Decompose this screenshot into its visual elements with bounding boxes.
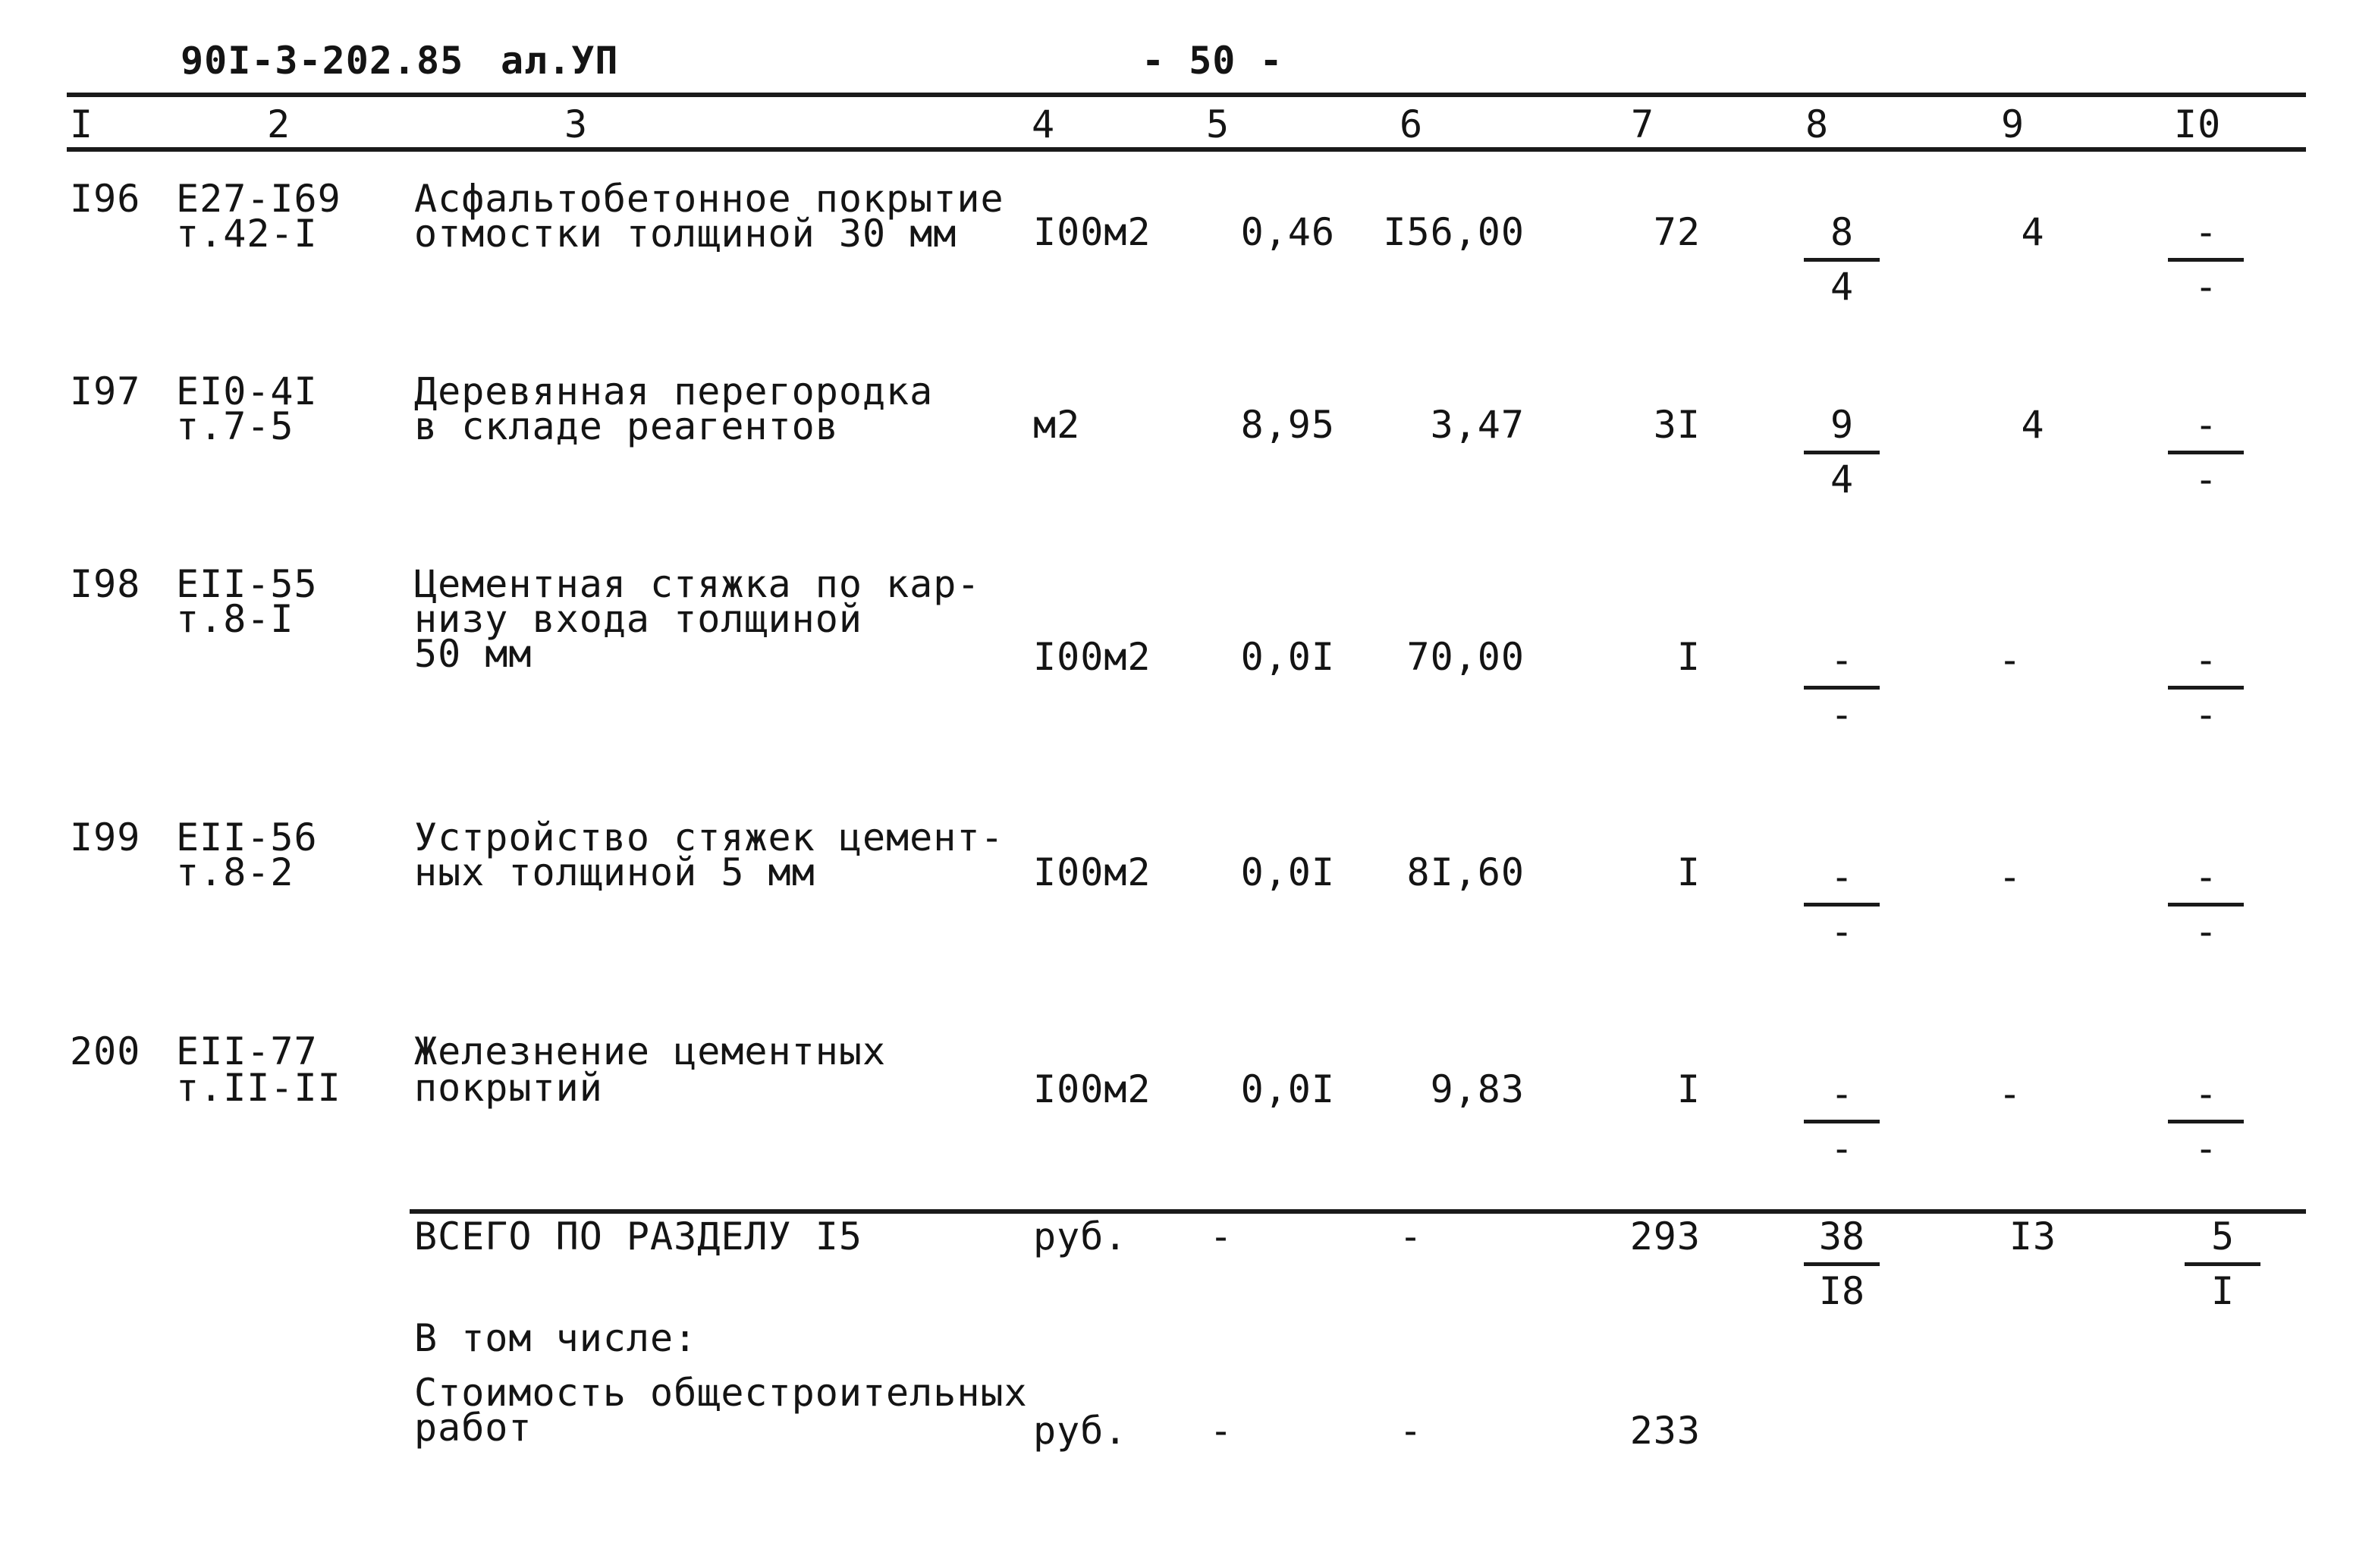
- fraction-denominator: 4: [1830, 457, 1854, 501]
- work-description-line: Цементная стяжка по кар-: [414, 562, 981, 606]
- document-code: 90I-3-202.85: [181, 39, 464, 83]
- fraction-numerator: -: [1830, 855, 1854, 899]
- column-9-value: -: [1998, 1072, 2022, 1116]
- fraction-numerator: -: [2194, 638, 2218, 682]
- fraction-denominator: 4: [1830, 265, 1854, 309]
- fraction-bar: [2185, 1262, 2260, 1266]
- column-9-value: -: [1998, 855, 2022, 899]
- quantity: 0,0I: [1240, 1067, 1335, 1111]
- unit: м2: [1033, 403, 1081, 447]
- fraction-bar: [2168, 1120, 2244, 1123]
- column-number-1: I: [70, 102, 94, 146]
- total-cost: I: [1676, 850, 1701, 894]
- unit: I00м2: [1033, 1067, 1151, 1111]
- fraction-numerator: -: [2194, 855, 2218, 899]
- column-number-6: 6: [1400, 102, 1424, 146]
- unit: I00м2: [1033, 850, 1151, 894]
- fraction-bar: [2168, 686, 2244, 690]
- fraction-denominator: I8: [1818, 1269, 1865, 1313]
- fraction-denominator: -: [1830, 1127, 1854, 1171]
- fraction-numerator: 9: [1830, 403, 1854, 447]
- summary-label: ВСЕГО ПО РАЗДЕЛУ I5: [414, 1214, 862, 1258]
- column-number-4: 4: [1032, 102, 1056, 146]
- column-number-2: 2: [267, 102, 291, 146]
- summary-rule: [410, 1209, 2306, 1214]
- fraction-bar: [2168, 258, 2244, 262]
- sheet-label: ал.УП: [501, 39, 619, 83]
- work-description-line: Асфальтобетонное покрытие: [414, 177, 1004, 221]
- header-top-rule: [67, 93, 2306, 97]
- total-cost: I: [1676, 635, 1701, 679]
- fraction-numerator: 5: [2210, 1214, 2235, 1258]
- fraction-bar: [1804, 451, 1880, 454]
- fraction-denominator: -: [2194, 457, 2218, 501]
- general-works-unit: руб.: [1033, 1409, 1128, 1453]
- work-description-line: низу входа толщиной: [414, 597, 862, 641]
- summary-quantity: -: [1209, 1214, 1233, 1258]
- rate-code: EI0-4I: [176, 369, 318, 413]
- rate-code: E27-I69: [176, 177, 341, 221]
- summary-price: -: [1399, 1214, 1423, 1258]
- column-9-value: 4: [2021, 210, 2045, 254]
- general-works-description-line: Стоимость общестроительных: [414, 1371, 1028, 1415]
- column-9-value: 4: [2021, 403, 2045, 447]
- unit-price: 8I,60: [1406, 850, 1525, 894]
- rate-reference: т.42-I: [176, 212, 318, 256]
- work-description-line: покрытий: [414, 1066, 603, 1110]
- general-works-price: -: [1399, 1409, 1423, 1453]
- fraction-numerator: -: [2194, 210, 2218, 254]
- unit-price: I56,00: [1383, 210, 1525, 254]
- fraction-denominator: -: [1830, 910, 1854, 954]
- summary-column-9-value: I3: [2009, 1214, 2057, 1258]
- work-description-line: 50 мм: [414, 632, 532, 676]
- column-number-10: I0: [2174, 102, 2222, 146]
- fraction-denominator: -: [2194, 265, 2218, 309]
- work-description-line: Устройство стяжек цемент-: [414, 815, 1004, 859]
- fraction-bar: [2168, 451, 2244, 454]
- unit: I00м2: [1033, 635, 1151, 679]
- including-label: В том числе:: [414, 1316, 698, 1360]
- work-description-line: отмостки толщиной 30 мм: [414, 212, 957, 256]
- column-9-value: -: [1998, 638, 2022, 682]
- quantity: 0,0I: [1240, 850, 1335, 894]
- fraction-numerator: -: [2194, 1072, 2218, 1116]
- fraction-bar: [1804, 1262, 1880, 1266]
- fraction-denominator: -: [2194, 910, 2218, 954]
- total-cost: 3I: [1653, 403, 1701, 447]
- row-number: 200: [70, 1029, 141, 1073]
- column-number-7: 7: [1631, 102, 1655, 146]
- work-description-line: в складе реагентов: [414, 404, 839, 448]
- header-bottom-rule: [67, 147, 2306, 152]
- row-number: I96: [70, 177, 141, 221]
- total-cost: I: [1676, 1067, 1701, 1111]
- page-number: - 50 -: [1142, 39, 1283, 83]
- fraction-numerator: 8: [1830, 210, 1854, 254]
- rate-reference: т.8-2: [176, 850, 294, 894]
- fraction-bar: [1804, 258, 1880, 262]
- fraction-numerator: -: [1830, 1072, 1854, 1116]
- fraction-numerator: 38: [1818, 1214, 1865, 1258]
- work-description-line: Железнение цементных: [414, 1029, 887, 1073]
- fraction-denominator: -: [1830, 693, 1854, 737]
- rate-reference: т.II-II: [176, 1066, 341, 1110]
- rate-code: EII-77: [176, 1029, 318, 1073]
- unit-price: 70,00: [1406, 635, 1525, 679]
- quantity: 0,46: [1240, 210, 1335, 254]
- rate-reference: т.7-5: [176, 404, 294, 448]
- work-description-line: ных толщиной 5 мм: [414, 850, 815, 894]
- column-number-5: 5: [1206, 102, 1230, 146]
- unit: I00м2: [1033, 210, 1151, 254]
- unit-price: 9,83: [1430, 1067, 1525, 1111]
- fraction-bar: [1804, 1120, 1880, 1123]
- quantity: 8,95: [1240, 403, 1335, 447]
- fraction-denominator: -: [2194, 693, 2218, 737]
- fraction-bar: [2168, 903, 2244, 907]
- general-works-description-line: работ: [414, 1406, 532, 1450]
- rate-code: EII-55: [176, 562, 318, 606]
- summary-total: 293: [1629, 1214, 1701, 1258]
- fraction-numerator: -: [1830, 638, 1854, 682]
- fraction-denominator: -: [2194, 1127, 2218, 1171]
- fraction-bar: [1804, 903, 1880, 907]
- unit-price: 3,47: [1430, 403, 1525, 447]
- fraction-numerator: -: [2194, 403, 2218, 447]
- fraction-denominator: I: [2210, 1269, 2235, 1313]
- general-works-quantity: -: [1209, 1409, 1233, 1453]
- quantity: 0,0I: [1240, 635, 1335, 679]
- column-number-8: 8: [1805, 102, 1830, 146]
- row-number: I98: [70, 562, 141, 606]
- total-cost: 72: [1653, 210, 1701, 254]
- rate-reference: т.8-I: [176, 597, 294, 641]
- work-description-line: Деревянная перегородка: [414, 369, 934, 413]
- row-number: I99: [70, 815, 141, 859]
- row-number: I97: [70, 369, 141, 413]
- column-number-9: 9: [2001, 102, 2025, 146]
- rate-code: EII-56: [176, 815, 318, 859]
- fraction-bar: [1804, 686, 1880, 690]
- column-number-3: 3: [564, 102, 589, 146]
- general-works-total: 233: [1629, 1409, 1701, 1453]
- summary-unit: руб.: [1033, 1214, 1128, 1258]
